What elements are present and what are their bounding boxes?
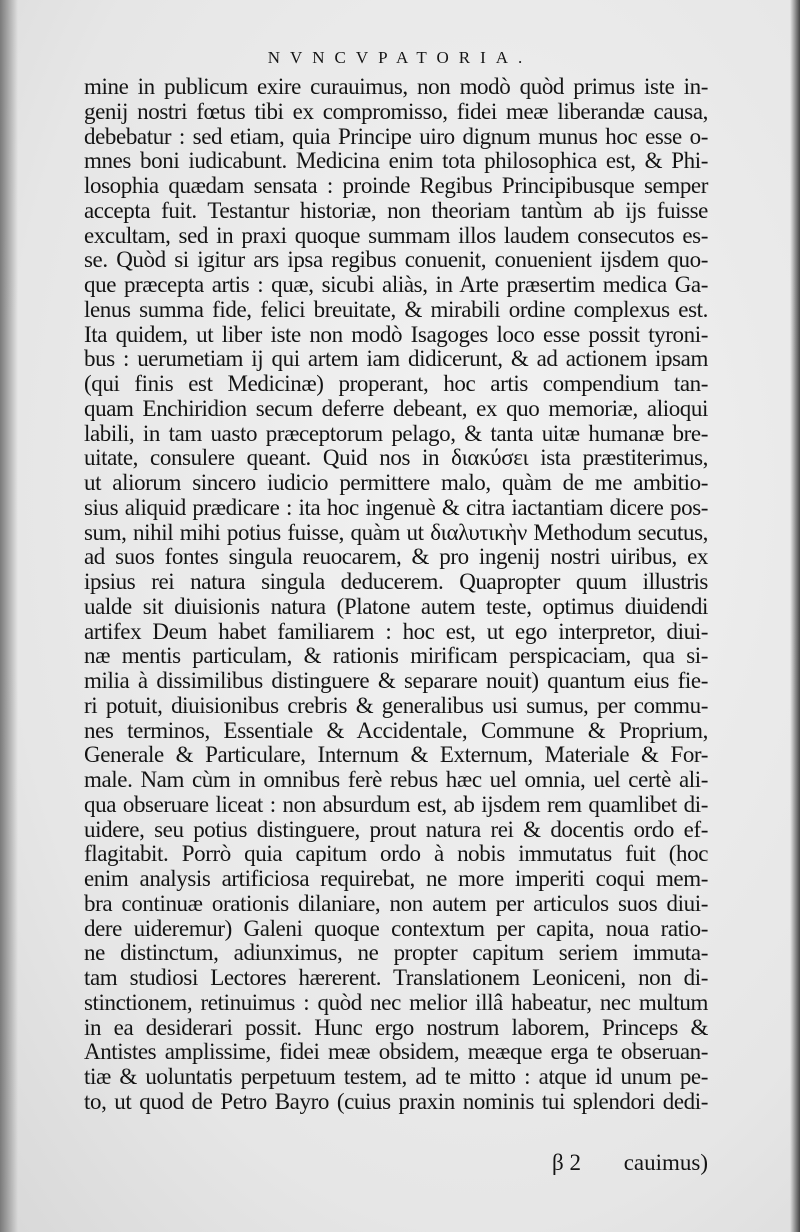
text-line: excultam, sed in praxi quoque summam illos laudem consecutos es-: [84, 222, 708, 248]
text-line: Ita quidem, ut liber iste non modò Isagoges loco esse possit tyroni-: [84, 321, 708, 347]
text-line: milia à dissimilibus distinguere & separare nouit) quantum eius fie-: [84, 668, 708, 693]
text-line: que præcepta artis : quæ, sicubi aliàs, in Arte præsertim medica Ga-: [84, 272, 708, 297]
running-head: NVNCVPATORIA.: [267, 48, 533, 67]
text-line: næ mentis particulam, & rationis mirificam perspicaciam, qua si-: [84, 643, 708, 669]
text-line: Antistes amplissime, fidei meæ obsidem, meæque erga te obseruan-: [84, 1039, 708, 1065]
text-line: lenus summa fide, felici breuitate, & mirabili ordine complexus est.: [84, 296, 708, 322]
page-footer: [84, 1150, 708, 1176]
text-line: genij nostri fœtus tibi ex compromisso, fidei meæ liberandæ causa,: [84, 98, 708, 124]
text-line: mine in publicum exire curauimus, non modò quòd primus iste in-: [84, 74, 708, 99]
text-line: dere uideremur) Galeni quoque contextum per capita, noua ratio-: [84, 915, 708, 941]
text-line: ipsius rei natura singula deducerem. Quapropter quum illustris: [84, 569, 708, 594]
text-line: in ea desiderari possit. Hunc ergo nostrum laborem, Princeps &: [84, 1014, 708, 1040]
text-line: sius aliquid prædicare : ita hoc ingenuè & citra iactantiam dicere pos-: [84, 494, 708, 520]
text-line: stinctionem, retinuimus : quòd nec melior illâ habeatur, nec multum: [84, 989, 708, 1015]
text-line: labili, in tam uasto præceptorum pelago, & tanta uitæ humanæ bre-: [84, 420, 708, 446]
text-line: ad suos fontes singula reuocarem, & pro ingenij nostri uiribus, ex: [84, 544, 708, 570]
text-line: qua obseruare liceat : non absurdum est, ab ijsdem rem quamlibet di-: [84, 791, 708, 817]
text-line: ut aliorum sincero iudicio permittere malo, quàm de me ambitio-: [84, 470, 708, 495]
text-line: ne distinctum, adiunximus, ne propter capitum seriem immuta-: [84, 940, 708, 966]
text-line: male. Nam cùm in omnibus ferè rebus hæc uel omnia, uel certè ali-: [84, 767, 708, 792]
text-line: uidere, seu potius distinguere, prout natura rei & docentis ordo ef-: [84, 816, 708, 842]
signature-mark: β 2: [552, 1150, 581, 1175]
text-line: to, ut quod de Petro Bayro (cuius praxin nominis tui splendori dedi-: [84, 1088, 708, 1114]
text-line: uitate, consulere queant. Quid nos in διακύσει ista præstiterimus,: [84, 445, 708, 471]
text-line: sum, nihil mihi potius fuisse, quàm ut διαλυτικὴν Methodum secutus,: [84, 519, 708, 545]
text-line: tiæ & uoluntatis perpetuum testem, ad te mitto : atque id unum pe-: [84, 1064, 708, 1089]
text-line: quam Enchiridion secum deferre debeant, ex quo memoriæ, alioqui: [84, 395, 708, 421]
text-line: bus : uerumetiam ij qui artem iam didicerunt, & ad actionem ipsam: [84, 346, 708, 372]
catchword: cauimus): [623, 1150, 708, 1175]
text-line: tam studiosi Lectores hærerent. Translationem Leoniceni, non di-: [84, 965, 708, 990]
text-line: se. Quòd si igitur ars ipsa regibus conuenit, conuenient ijsdem quo-: [84, 247, 708, 273]
text-line: artifex Deum habet familiarem : hoc est, ut ego interpretor, diui-: [84, 618, 708, 644]
text-line: debebatur : sed etiam, quia Principe uiro dignum munus hoc esse o-: [84, 123, 708, 149]
text-line: losophia quædam sensata : proinde Regibus Principibusque semper: [84, 173, 708, 198]
text-line: ualde sit diuisionis natura (Platone autem teste, optimus diuidendi: [84, 593, 708, 619]
text-line: (qui finis est Medicinæ) properant, hoc artis compendium tan-: [84, 371, 708, 396]
text-line: accepta fuit. Testantur historiæ, non theoriam tantùm ab ijs fuisse: [84, 197, 708, 223]
text-line: nes terminos, Essentiale & Accidentale, Commune & Proprium,: [84, 717, 708, 743]
text-line: Generale & Particulare, Internum & Externum, Materiale & For-: [84, 742, 708, 768]
text-line: mnes boni iudicabunt. Medicina enim tota philosophica est, & Phi-: [84, 148, 708, 174]
text-line: ri potuit, diuisionibus crebris & generalibus usi sumus, per commu-: [84, 692, 708, 718]
text-line: flagitabit. Porrò quia capitum ordo à nobis immutatus fuit (hoc: [84, 841, 708, 867]
text-line: enim analysis artificiosa requirebat, ne more imperiti coqui mem-: [84, 866, 708, 891]
text-line: bra continuæ orationis dilaniare, non autem per articulos suos diui-: [84, 890, 708, 916]
body-text: [84, 75, 708, 1115]
